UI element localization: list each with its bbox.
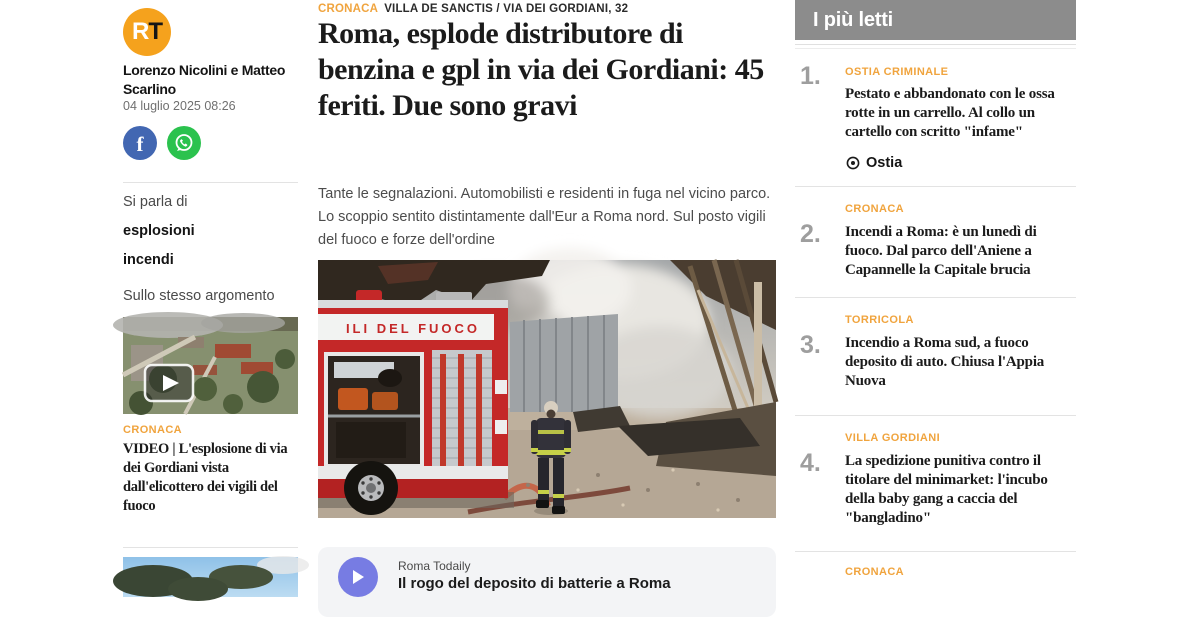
fire-truck <box>318 290 514 515</box>
most-read-category[interactable]: CRONACA <box>845 566 905 578</box>
related-category[interactable]: CRONACA <box>123 424 183 436</box>
related-title[interactable]: VIDEO | L'esplosione di via dei Gordiani vista dall'elicottero dei vigili del fuoco <box>123 441 288 514</box>
site-logo[interactable] <box>123 8 171 56</box>
whatsapp-icon <box>173 132 195 154</box>
most-read-title: I più letti <box>813 8 894 31</box>
rank-number: 2. <box>800 220 821 248</box>
publish-date: 04 luglio 2025 08:26 <box>123 99 236 113</box>
location-pin-icon <box>845 155 861 171</box>
play-icon <box>351 569 365 585</box>
sky-trees-image <box>123 557 298 597</box>
most-read-title-link[interactable]: Pestato e abbandonato con le ossa rotte in un carrello. Al collo un cartello con scritto "infame" <box>845 86 1055 140</box>
audio-player <box>318 547 776 617</box>
topic-tag-incendi[interactable]: incendi <box>123 252 174 268</box>
breadcrumb-category[interactable]: CRONACA <box>318 3 379 15</box>
related-thumbnail-2[interactable] <box>123 557 298 597</box>
player-episode-title[interactable]: Il rogo del deposito di batterie a Roma <box>398 575 671 592</box>
header-rule-1 <box>795 44 1076 45</box>
location-row[interactable] <box>845 155 902 171</box>
most-read-title-link[interactable]: Incendi a Roma: è un lunedì di fuoco. Dal parco dell'Aniene a Capannelle la Capitale brucia <box>845 224 1037 278</box>
topic-tag-esplosioni[interactable]: esplosioni <box>123 223 195 239</box>
related-label: Sullo stesso argomento <box>123 288 275 304</box>
related-video-thumbnail[interactable] <box>123 317 298 414</box>
player-show-name[interactable]: Roma Todaily <box>398 559 471 573</box>
play-button-overlay <box>145 365 193 401</box>
left-rail-divider-2 <box>123 547 298 548</box>
rank-number: 4. <box>800 449 821 477</box>
left-rail-divider <box>123 182 298 183</box>
logo-letter-r: R <box>131 18 149 45</box>
item-divider <box>795 551 1076 552</box>
most-read-category[interactable]: OSTIA CRIMINALE <box>845 66 949 78</box>
truck-lettering: ILI DEL FUOCO <box>345 321 481 336</box>
whatsapp-share-button[interactable] <box>167 126 201 160</box>
item-divider <box>795 186 1076 187</box>
facebook-icon: f <box>136 132 144 156</box>
article-photo <box>318 260 776 518</box>
rank-number: 1. <box>800 62 821 90</box>
player-play-button[interactable] <box>338 557 378 597</box>
most-read-header <box>795 0 1076 40</box>
item-divider <box>795 297 1076 298</box>
item-divider <box>795 415 1076 416</box>
breadcrumb-location[interactable]: VILLA DE SANCTIS / VIA DEI GORDIANI, 32 <box>384 3 629 15</box>
facebook-share-button[interactable] <box>123 126 157 160</box>
breadcrumb <box>318 3 628 15</box>
aerial-explosion-image <box>123 317 298 414</box>
most-read-category[interactable]: VILLA GORDIANI <box>845 432 941 444</box>
topics-label: Si parla di <box>123 194 188 210</box>
location-label: Ostia <box>866 155 903 171</box>
rank-number: 3. <box>800 331 821 359</box>
most-read-title-link[interactable]: Incendio a Roma sud, a fuoco deposito di auto. Chiusa l'Appia Nuova <box>845 335 1045 389</box>
most-read-category[interactable]: TORRICOLA <box>845 314 914 326</box>
article-title: Roma, esplode distributore di benzina e gpl in via dei Gordiani: 45 feriti. Due sono gravi <box>318 17 764 122</box>
most-read-category[interactable]: CRONACA <box>845 203 905 215</box>
header-rule-2 <box>795 48 1076 49</box>
logo-letter-t: T <box>148 18 162 45</box>
article-subtitle: Tante le segnalazioni. Automobilisti e residenti in fuga nel vicino parco. Lo scoppio sentito distintamente dall'Eur a Roma nord. Sul posto vigili del fuoco e forze dell'ordine <box>318 186 771 248</box>
most-read-title-link[interactable]: La spedizione punitiva contro il titolare del minimarket: l'incubo della baby gang a caccia del "bangladino" <box>845 453 1048 526</box>
fire-truck-explosion-scene <box>318 260 776 518</box>
author-byline[interactable]: Lorenzo Nicolini e Matteo Scarlino <box>123 62 286 97</box>
